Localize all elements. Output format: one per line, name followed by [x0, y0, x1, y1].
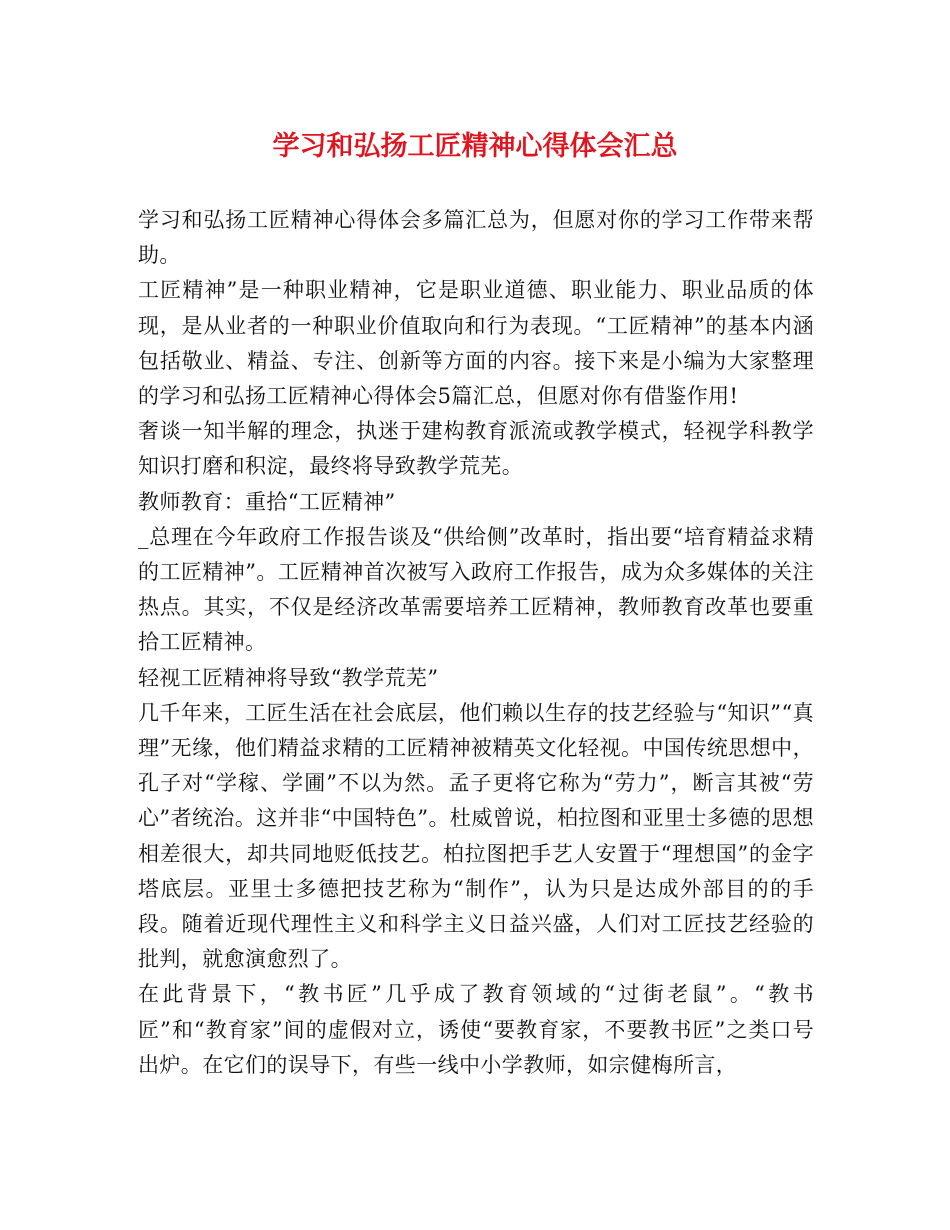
paragraph-intro: 学习和弘扬工匠精神心得体会多篇汇总为，但愿对你的学习工作带来帮助。: [138, 208, 814, 268]
document-title: 学习和弘扬工匠精神心得体会汇总: [272, 131, 678, 162]
paragraph-history: 几千年来，工匠生活在社会底层，他们赖以生存的技艺经验与“知识”“真理”无缘，他们精益求精的工匠精神被精英文化轻视。中国传统思想中，孔子对“学稼、学圃”不以为然。孟子更将它称为“劳力”，断言其被“劳心”者统治。这并非“中国特色”。杜威曾说，柏拉图和亚里士多德的思想相差很大，却共同地贬低技艺。柏拉图把手艺人安置于“理想国”的金字塔底层。亚里士多德把技艺称为“制作”，认为只是达成外部目的的手段。随着近现代理性主义和科学主义日益兴盛，人们对工匠技艺经验的批判，就愈演愈烈了。: [138, 700, 814, 972]
document-body: [138, 203, 814, 1083]
section-heading-teaching-waste: 轻视工匠精神将导致“教学荒芜”: [138, 665, 439, 690]
paragraph-warning: 奢谈一知半解的理念，执迷于建构教育派流或教学模式，轻视学科教学知识打磨和积淀，最终将导致教学荒芜。: [138, 419, 814, 479]
paragraph-government-report: _总理在今年政府工作报告谈及“供给侧”改革时，指出要“培育精益求精的工匠精神”。工匠精神首次被写入政府工作报告，成为众多媒体的关注热点。其实，不仅是经济改革需要培养工匠精神，教师教育改革也要重拾工匠精神。: [138, 524, 814, 655]
paragraph-background: 在此背景下，“教书匠”几乎成了教育领域的“过街老鼠”。“教书匠”和“教育家”间的虚假对立，诱使“要教育家，不要教书匠”之类口号出炉。在它们的误导下，有些一线中小学教师，如宗健梅所言，: [138, 982, 814, 1077]
paragraph-definition: 工匠精神”是一种职业精神，它是职业道德、职业能力、职业品质的体现，是从业者的一种职业价值取向和行为表现。“工匠精神”的基本内涵包括敬业、精益、专注、创新等方面的内容。接下来是小编为大家整理的学习和弘扬工匠精神心得体会5篇汇总，但愿对你有借鉴作用!: [138, 278, 814, 409]
section-heading-teacher-education: 教师教育：重拾“工匠精神”: [138, 489, 396, 514]
